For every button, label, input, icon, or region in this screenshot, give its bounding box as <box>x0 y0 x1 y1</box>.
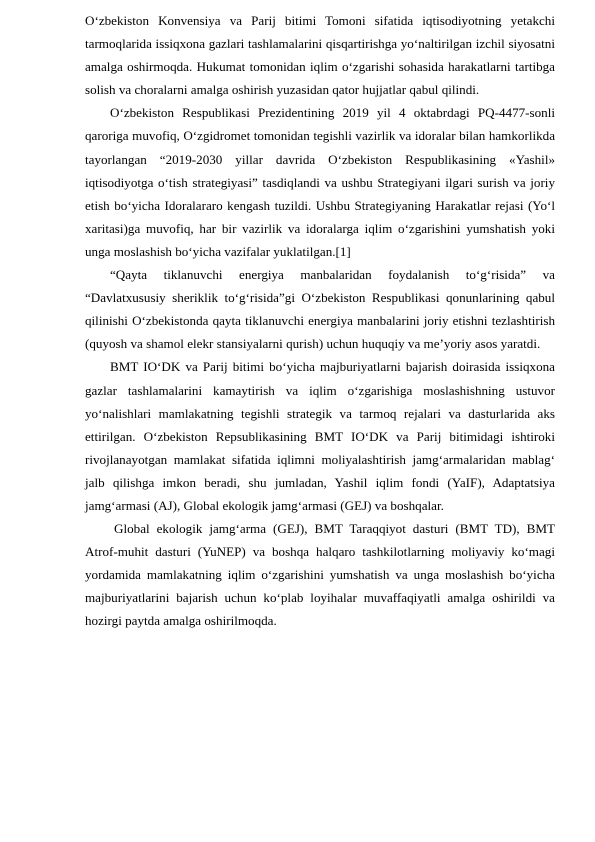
document-page <box>85 9 555 633</box>
paragraph-5: Global ekologik jamg‘arma (GEJ), BMT Taraqqiyot dasturi (BMT TD), BMT Atrof-muhit dasturi (YuNEP) va boshqa halqaro tashkilotlarning moliyaviy ko‘magi yordamida mamlakatning iqlim o‘zgarishini yumshatish va unga moslashish bo‘yicha majburiyatlarini bajarish uchun ko‘plab loyihalar muvaffaqiyatli amalga oshirildi va hozirgi paytda amalga oshirilmoqda. <box>85 521 555 629</box>
paragraph-3: “Qayta tiklanuvchi energiya manbalaridan foydalanish to‘g‘risida” va “Davlatxususiy sheriklik to‘g‘risida”gi O‘zbekiston Respublikasi qonunlarining qabul qilinishi O‘zbekistonda qayta tiklanuvchi energiya manbalarini joriy etishni tezlashtirish (quyosh va shamol elekr stansiyalarni qurish) uchun huquqiy va me’yoriy asos yaratdi. <box>85 267 555 352</box>
paragraph-1: O‘zbekiston Konvensiya va Parij bitimi Tomoni sifatida iqtisodiyotning yetakchi tarmoqlarida issiqxona gazlari tashlamalarini qisqartirishga yo‘naltirilgan izchil siyosatni amalga oshirmoqda. Hukumat tomonidan iqlim o‘zgarishi sohasida harakatlarni tartibga solish va choralarni amalga oshirish yuzasidan qator hujjatlar qabul qilindi. <box>85 13 555 98</box>
paragraph-4: BMT IO‘DK va Parij bitimi bo‘yicha majburiyatlarni bajarish doirasida issiqxona gazlar tashlamalarini kamaytirish va iqlim o‘zgarishiga moslashishning ustuvor yo‘nalishlari mamlakatning tegishli strategik va tarmoq rejalari va dasturlarida aks ettirilgan. O‘zbekiston Repsublikasining BMT IO‘DK va Parij bitimidagi ishtiroki rivojlanayotgan mamlakat sifatida iqlimni moliyalashtirish jamg‘armalaridan mablag‘ jalb qilishga imkon beradi, shu jumladan, Yashil iqlim fondi (YaIF), Adaptatsiya jamg‘armasi (AJ), Global ekologik jamg‘armasi (GEJ) va boshqalar. <box>85 359 555 513</box>
paragraph-2: O‘zbekiston Respublikasi Prezidentining 2019 yil 4 oktabrdagi PQ-4477-sonli qaroriga muvofiq, O‘zgidromet tomonidan tegishli vazirlik va idoralar bilan hamkorlikda tayorlangan “2019-2030 yillar davrida O‘zbekiston Respublikasining «Yashil» iqtisodiyotga o‘tish strategiyasi” tasdiqlandi va ushbu Strategiyani ilgari surish va joriy etish bo‘yicha Idoralararo kengash tuzildi. Ushbu Strategiyaning Harakatlar rejasi (Yo‘l xaritasi)ga muvofiq, har bir vazirlik va idoralarga iqlim o‘zgarishini yumshatish yoki unga moslashish bo‘yicha vazifalar yuklatilgan.[1] <box>85 105 555 259</box>
